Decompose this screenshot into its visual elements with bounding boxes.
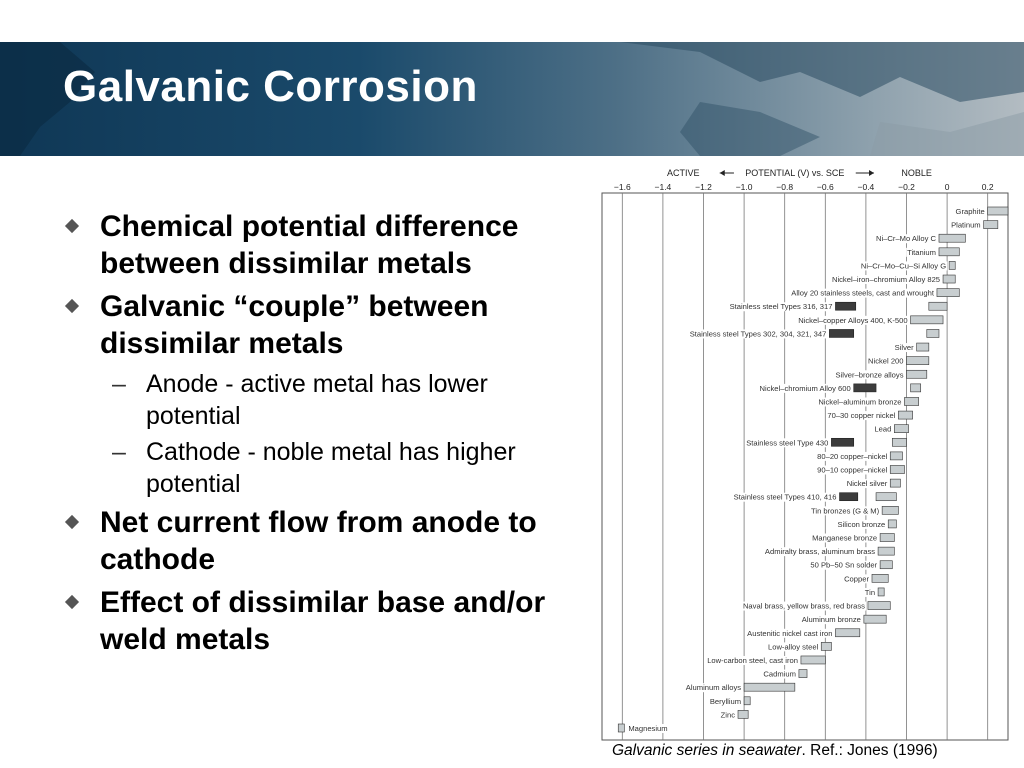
row-label: 50 Pb–50 Sn solder: [810, 560, 878, 570]
row-label: 70–30 copper nickel: [827, 411, 896, 421]
row-label: Silver: [894, 343, 914, 353]
series-bar: [949, 261, 955, 269]
diamond-bullet-icon: [65, 299, 79, 313]
noble-arrow-icon: [869, 170, 874, 176]
chart-svg: [600, 160, 1010, 745]
row-label: Silicon bronze: [837, 519, 886, 529]
series-bar: [876, 493, 896, 501]
row-label: Low-carbon steel, cast iron: [707, 655, 798, 665]
row-label: Magnesium: [628, 724, 668, 733]
row-label: Admiralty brass, aluminum brass: [764, 547, 876, 557]
series-bar: [868, 602, 890, 610]
caption-reference: . Ref.: Jones (1996): [801, 742, 938, 759]
series-bar: [864, 615, 886, 623]
bullet-list: [62, 208, 572, 664]
dash-bullet-icon: –: [112, 370, 126, 398]
galvanic-series-chart: [600, 160, 1010, 745]
dash-bullet-icon: –: [112, 438, 126, 466]
row-label: Beryllium: [709, 696, 742, 706]
axis-label-potential: POTENTIAL (V) vs. SCE: [745, 168, 845, 178]
row-label: Ni–Cr–Mo Alloy C: [876, 234, 936, 244]
row-label: Nickel–iron–chromium Alloy 825: [831, 275, 941, 285]
figure-caption: [612, 742, 938, 760]
series-bar: [911, 316, 943, 324]
x-tick-label: −1.2: [695, 182, 712, 192]
x-tick-label: −0.4: [857, 182, 875, 192]
row-label: Manganese bronze: [812, 533, 878, 543]
series-bar: [890, 452, 902, 460]
bullet-item: [62, 504, 572, 578]
active-arrow-icon: [720, 170, 725, 176]
series-bar: [744, 683, 795, 691]
series-bar: [890, 466, 904, 474]
bullet-text: Chemical potential difference between dissimilar metals: [100, 210, 519, 280]
x-tick-label: −1.0: [735, 182, 753, 192]
series-bar-active: [835, 302, 855, 310]
row-label: Nickel–copper Alloys 400, K-500: [798, 315, 908, 325]
x-tick-label: −0.8: [776, 182, 794, 192]
diamond-bullet-icon: [65, 515, 79, 529]
series-bar: [917, 343, 929, 351]
series-bar: [988, 207, 1008, 215]
row-label: Copper: [844, 574, 869, 584]
series-bar: [878, 547, 894, 555]
title-banner: [0, 42, 1024, 156]
bullet-item: [62, 208, 572, 282]
row-label: Nickel–aluminum bronze: [818, 397, 902, 407]
bullet-item: [62, 288, 572, 362]
series-bar: [801, 656, 825, 664]
series-bar: [907, 370, 927, 378]
bullet-text: Galvanic “couple” between dissimilar metals: [100, 290, 489, 360]
row-label: 80–20 copper–nickel: [817, 451, 888, 461]
series-bar: [939, 248, 959, 256]
series-bar: [882, 506, 898, 514]
row-label: Austenitic nickel cast iron: [747, 628, 833, 638]
diamond-bullet-icon: [65, 595, 79, 609]
series-bar: [894, 425, 908, 433]
series-bar: [939, 234, 965, 242]
series-bar: [835, 629, 859, 637]
row-label: Aluminum alloys: [685, 683, 742, 693]
series-bar: [618, 724, 624, 732]
row-label: Cadmium: [763, 669, 796, 679]
row-label: Platinum: [951, 220, 981, 230]
axis-label-active: ACTIVE: [666, 168, 700, 178]
row-label: Nickel–chromium Alloy 600: [759, 383, 851, 393]
series-bar: [888, 520, 896, 528]
x-tick-label: −1.4: [654, 182, 672, 192]
row-label: Ni–Cr–Mo–Cu–Si Alloy G: [860, 261, 947, 271]
x-tick-label: −0.2: [898, 182, 915, 192]
row-label: Graphite: [955, 207, 985, 216]
series-bar: [929, 302, 947, 310]
series-bar: [880, 561, 892, 569]
series-bar: [907, 357, 929, 365]
series-bar: [898, 411, 912, 419]
series-bar: [872, 574, 888, 582]
row-label: Lead: [874, 424, 892, 434]
row-label: Zinc: [720, 710, 736, 720]
sub-bullet-text: Anode - active metal has lower potential: [146, 370, 488, 430]
series-bar-active: [840, 493, 858, 501]
sub-bullet-item: [62, 436, 572, 500]
series-bar-active: [829, 329, 853, 337]
series-bar: [943, 275, 955, 283]
slide-title: Galvanic Corrosion: [63, 62, 478, 111]
caption-italic: Galvanic series in seawater: [612, 742, 802, 759]
series-bar: [878, 588, 884, 596]
row-label: 90–10 copper–nickel: [817, 465, 888, 475]
x-tick-label: −0.6: [816, 182, 834, 192]
series-bar-active: [831, 438, 853, 446]
series-bar: [821, 642, 831, 650]
sub-bullet-item: [62, 368, 572, 432]
x-tick-label: −1.6: [613, 182, 631, 192]
row-label: Silver–bronze alloys: [835, 370, 904, 380]
sub-bullet-text: Cathode - noble metal has higher potential: [146, 438, 516, 498]
x-tick-label: 0.2: [981, 182, 994, 192]
diamond-bullet-icon: [65, 219, 79, 233]
series-bar: [880, 534, 894, 542]
series-bar: [927, 329, 939, 337]
row-label: Tin: [864, 587, 876, 597]
series-bar: [984, 221, 998, 229]
row-label: Nickel silver: [846, 479, 888, 489]
bullet-item: [62, 584, 572, 658]
row-label: Nickel 200: [868, 356, 904, 366]
series-bar: [904, 397, 918, 405]
series-bar: [911, 384, 921, 392]
series-bar: [738, 710, 748, 718]
row-label: Alloy 20 stainless steels, cast and wrought: [791, 288, 934, 298]
series-bar: [892, 438, 906, 446]
bullet-text: Net current flow from anode to cathode: [100, 506, 537, 576]
bullet-text: Effect of dissimilar base and/or weld metals: [100, 586, 546, 656]
row-label: Titanium: [907, 247, 936, 257]
row-label: Stainless steel Types 302, 304, 321, 347: [689, 329, 827, 339]
series-bar-active: [854, 384, 876, 392]
row-label: Low-alloy steel: [768, 642, 819, 652]
series-bar: [744, 697, 750, 705]
row-label: Tin bronzes (G & M): [811, 506, 880, 516]
series-bar: [937, 289, 959, 297]
row-label: Stainless steel Type 430: [746, 438, 829, 448]
x-tick-label: 0: [944, 182, 950, 192]
series-bar: [799, 670, 807, 678]
row-label: Stainless steel Types 316, 317: [729, 302, 833, 312]
row-label: Stainless steel Types 410, 416: [733, 492, 837, 502]
series-bar: [890, 479, 900, 487]
row-label: Naval brass, yellow brass, red brass: [742, 601, 865, 611]
axis-label-noble: NOBLE: [901, 168, 932, 178]
row-label: Aluminum bronze: [801, 615, 861, 625]
